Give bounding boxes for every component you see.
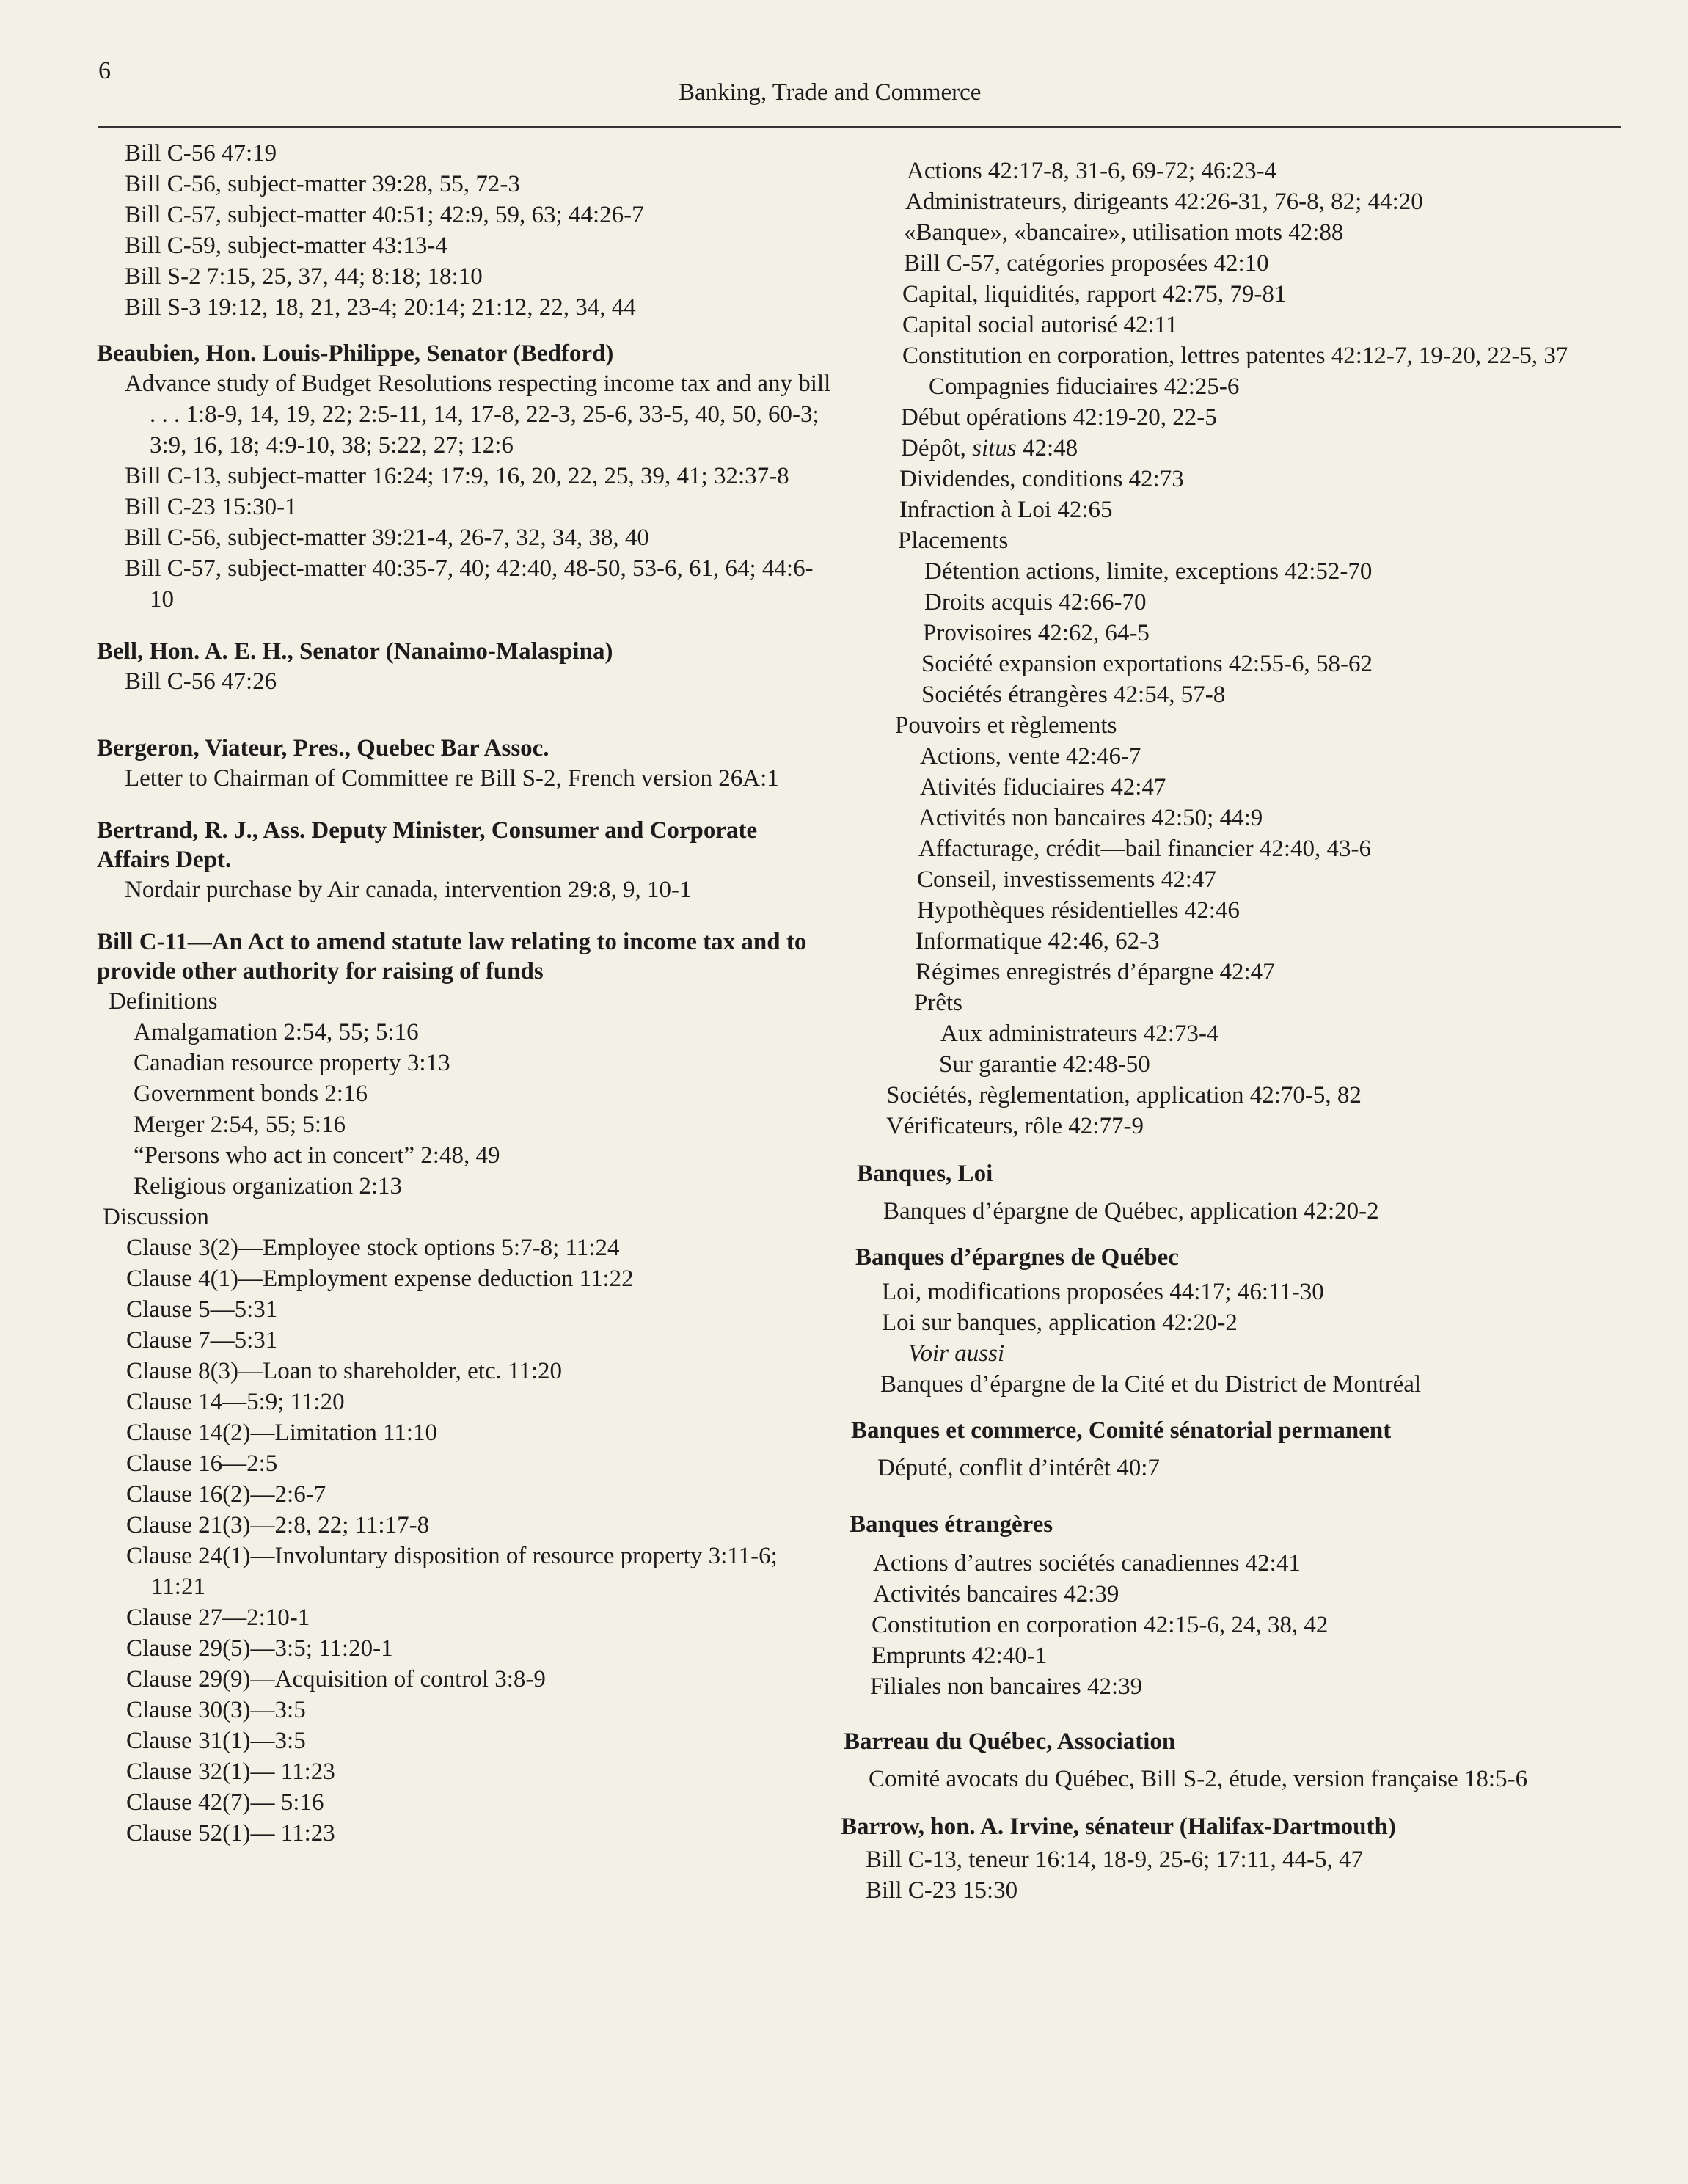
- index-heading-bertrand: Bertrand, R. J., Ass. Deputy Minister, Consumer and Corporate Affairs Dept.: [97, 817, 758, 873]
- index-entry: Clause 32(1)— 11:23: [126, 1758, 335, 1785]
- index-entry: Clause 16(2)—2:6-7: [126, 1481, 326, 1508]
- index-entry: Régimes enregistrés d’épargne 42:47: [916, 959, 1275, 985]
- index-entry: Informatique 42:46, 62-3: [916, 928, 1160, 954]
- index-entry: Amalgamation 2:54, 55; 5:16: [134, 1019, 419, 1045]
- index-entry: Bill C-56 47:26: [125, 668, 277, 695]
- index-entry: Détention actions, limite, exceptions 42:52-70: [924, 558, 1373, 585]
- index-subheading-pouvoirs: Pouvoirs et règlements: [895, 712, 1117, 739]
- index-entry: Comité avocats du Québec, Bill S-2, étude, version française 18:5-6: [869, 1766, 1528, 1792]
- index-entry: Vérificateurs, rôle 42:77-9: [886, 1113, 1144, 1139]
- index-entry: Clause 27—2:10-1: [126, 1604, 310, 1631]
- index-entry: Clause 16—2:5: [126, 1450, 278, 1477]
- index-entry: Bill C-57, subject-matter 40:35-7, 40; 42:40, 48-50, 53-6, 61, 64; 44:6-10: [125, 555, 814, 613]
- index-entry: Dividendes, conditions 42:73: [899, 466, 1184, 492]
- index-heading-banques-loi: Banques, Loi: [857, 1161, 993, 1187]
- index-entry: “Persons who act in concert” 2:48, 49: [134, 1142, 500, 1169]
- index-entry-label: Dépôt,: [901, 435, 973, 461]
- index-entry: Aux administrateurs 42:73-4: [940, 1020, 1219, 1047]
- index-entry: Provisoires 42:62, 64-5: [923, 620, 1150, 646]
- index-subheading-prets: Prêts: [914, 990, 962, 1016]
- index-entry: Clause 31(1)—3:5: [126, 1728, 306, 1754]
- right-column: [841, 156, 1632, 1906]
- index-heading-beaubien: Beaubien, Hon. Louis-Philippe, Senator (Bedford): [97, 340, 614, 367]
- index-heading-bill-c11: Bill C-11—An Act to amend statute law relating to income tax and to provide other authority for raising of funds: [97, 929, 807, 985]
- index-entry: Emprunts 42:40-1: [872, 1643, 1048, 1669]
- index-entry: Banques d’épargne de Québec, application 42:20-2: [883, 1198, 1379, 1224]
- index-entry: Administrateurs, dirigeants 42:26-31, 76-8, 82; 44:20: [905, 189, 1423, 215]
- index-entry: Affacturage, crédit—bail financier 42:40, 43-6: [918, 836, 1371, 862]
- index-entry: Clause 21(3)—2:8, 22; 11:17-8: [126, 1512, 430, 1538]
- index-entry: Clause 29(5)—3:5; 11:20-1: [126, 1635, 393, 1662]
- index-entry: Sociétés, règlementation, application 42:70-5, 82: [886, 1082, 1362, 1109]
- index-subheading-placements: Placements: [898, 527, 1009, 554]
- index-entry: Bill C-56, subject-matter 39:28, 55, 72-3: [125, 171, 520, 197]
- index-entry: Constitution en corporation 42:15-6, 24, 38, 42: [872, 1612, 1329, 1638]
- index-entry: Clause 5—5:31: [126, 1296, 278, 1323]
- left-column: [97, 138, 834, 1849]
- index-entry: Compagnies fiduciaires 42:25-6: [929, 373, 1240, 400]
- index-entry: Bill C-57, subject-matter 40:51; 42:9, 59, 63; 44:26-7: [125, 202, 644, 228]
- index-entry: Conseil, investissements 42:47: [917, 866, 1216, 893]
- index-entry: Clause 42(7)— 5:16: [126, 1789, 324, 1816]
- index-entry: Clause 4(1)—Employment expense deduction 11:22: [126, 1266, 634, 1292]
- index-entry: Bill S-2 7:15, 25, 37, 44; 8:18; 18:10: [125, 263, 483, 290]
- index-entry: Clause 3(2)—Employee stock options 5:7-8; 11:24: [126, 1235, 620, 1261]
- index-entry: Bill C-13, teneur 16:14, 18-9, 25-6; 17:11, 44-5, 47: [866, 1847, 1363, 1873]
- index-entry: Capital, liquidités, rapport 42:75, 79-81: [902, 281, 1287, 307]
- index-entry: Loi sur banques, application 42:20-2: [882, 1310, 1238, 1336]
- index-entry: Actions, vente 42:46-7: [920, 743, 1141, 770]
- index-entry: Député, conflit d’intérêt 40:7: [877, 1455, 1160, 1481]
- page-number: 6: [98, 57, 111, 84]
- index-entry: Activités non bancaires 42:50; 44:9: [918, 805, 1263, 831]
- index-entry: Clause 7—5:31: [126, 1327, 278, 1354]
- index-entry: Bill C-13, subject-matter 16:24; 17:9, 16, 20, 22, 25, 39, 41; 32:37-8: [125, 463, 789, 489]
- running-title: Banking, Trade and Commerce: [679, 79, 982, 106]
- index-subheading-discussion: Discussion: [103, 1204, 209, 1230]
- index-see-also: Voir aussi: [908, 1340, 1005, 1367]
- index-entry: Clause 30(3)—3:5: [126, 1697, 306, 1723]
- index-entry: Début opérations 42:19-20, 22-5: [901, 404, 1217, 431]
- index-entry: Sur garantie 42:48-50: [939, 1051, 1150, 1078]
- index-entry-italic: situs: [972, 435, 1017, 461]
- index-entry: Activités bancaires 42:39: [873, 1581, 1119, 1607]
- index-entry: Actions d’autres sociétés canadiennes 42:41: [873, 1550, 1301, 1577]
- index-entry: [901, 433, 1632, 464]
- index-entry: Sociétés étrangères 42:54, 57-8: [921, 682, 1226, 708]
- index-entry: Banques d’épargne de la Cité et du District de Montréal: [880, 1371, 1422, 1398]
- index-heading-bell: Bell, Hon. A. E. H., Senator (Nanaimo-Malaspina): [97, 638, 613, 665]
- index-entry: «Banque», «bancaire», utilisation mots 42:88: [904, 219, 1344, 246]
- index-subheading-definitions: Definitions: [109, 988, 218, 1015]
- index-entry: Bill S-3 19:12, 18, 21, 23-4; 20:14; 21:12, 22, 34, 44: [125, 294, 636, 321]
- index-entry: Bill C-23 15:30-1: [125, 494, 297, 520]
- index-entry: Clause 29(9)—Acquisition of control 3:8-9: [126, 1666, 546, 1692]
- index-entry: Canadian resource property 3:13: [134, 1050, 450, 1076]
- index-entry: Clause 14(2)—Limitation 11:10: [126, 1420, 438, 1446]
- index-entry: Bill C-56, subject-matter 39:21-4, 26-7, 32, 34, 38, 40: [125, 525, 649, 551]
- index-heading-barreau: Barreau du Québec, Association: [844, 1728, 1176, 1755]
- index-entry: Infraction à Loi 42:65: [899, 497, 1113, 523]
- index-entry: Loi, modifications proposées 44:17; 46:11-30: [882, 1279, 1324, 1305]
- index-entry: Clause 14—5:9; 11:20: [126, 1389, 345, 1415]
- index-entry: Bill C-56 47:19: [125, 140, 277, 167]
- index-entry: Bill C-23 15:30: [866, 1877, 1018, 1904]
- index-entry: Filiales non bancaires 42:39: [870, 1673, 1143, 1700]
- index-heading-banques-etrangeres: Banques étrangères: [850, 1511, 1053, 1538]
- index-entry: Government bonds 2:16: [134, 1081, 368, 1107]
- index-entry: Clause 52(1)— 11:23: [126, 1820, 335, 1847]
- index-entry: Merger 2:54, 55; 5:16: [134, 1111, 346, 1138]
- index-entry: Religious organization 2:13: [134, 1173, 403, 1199]
- index-entry: Droits acquis 42:66-70: [924, 589, 1147, 616]
- index-entry-ref: 42:48: [1016, 435, 1078, 461]
- index-entry: Bill C-57, catégories proposées 42:10: [904, 250, 1269, 277]
- index-entry: Bill C-59, subject-matter 43:13-4: [125, 233, 447, 259]
- index-heading-banques-epargnes: Banques d’épargnes de Québec: [855, 1244, 1179, 1271]
- index-entry: Actions 42:17-8, 31-6, 69-72; 46:23-4: [907, 158, 1277, 184]
- index-entry: Société expansion exportations 42:55-6, 58-62: [921, 651, 1373, 677]
- index-entry: Capital social autorisé 42:11: [902, 312, 1178, 338]
- index-heading-bergeron: Bergeron, Viateur, Pres., Quebec Bar Assoc.: [97, 735, 549, 762]
- index-entry: Constitution en corporation, lettres patentes 42:12-7, 19-20, 22-5, 37: [902, 343, 1568, 369]
- index-entry: Clause 24(1)—Involuntary disposition of resource property 3:11-6; 11:21: [126, 1543, 778, 1600]
- index-entry: Hypothèques résidentielles 42:46: [917, 897, 1240, 924]
- header-rule: [98, 126, 1621, 128]
- index-entry: Nordair purchase by Air canada, intervention 29:8, 9, 10-1: [125, 877, 692, 903]
- index-heading-banques-commerce: Banques et commerce, Comité sénatorial permanent: [851, 1417, 1392, 1444]
- index-entry: Clause 8(3)—Loan to shareholder, etc. 11:20: [126, 1358, 563, 1384]
- index-entry: Ativités fiduciaires 42:47: [920, 774, 1166, 800]
- index-entry: Letter to Chairman of Committee re Bill S-2, French version 26A:1: [125, 765, 779, 792]
- index-entry: Advance study of Budget Resolutions respecting income tax and any bill . . . 1:8-9, 14, 19, 22; 2:5-11, 14, 17-8, 22-3, 25-6, 33-5, 40, 50, 60-3; 3:9, 16, 18; 4:9-10, 38; 5:22, 27; 12:6: [125, 370, 831, 459]
- index-heading-barrow: Barrow, hon. A. Irvine, sénateur (Halifax-Dartmouth): [841, 1814, 1396, 1840]
